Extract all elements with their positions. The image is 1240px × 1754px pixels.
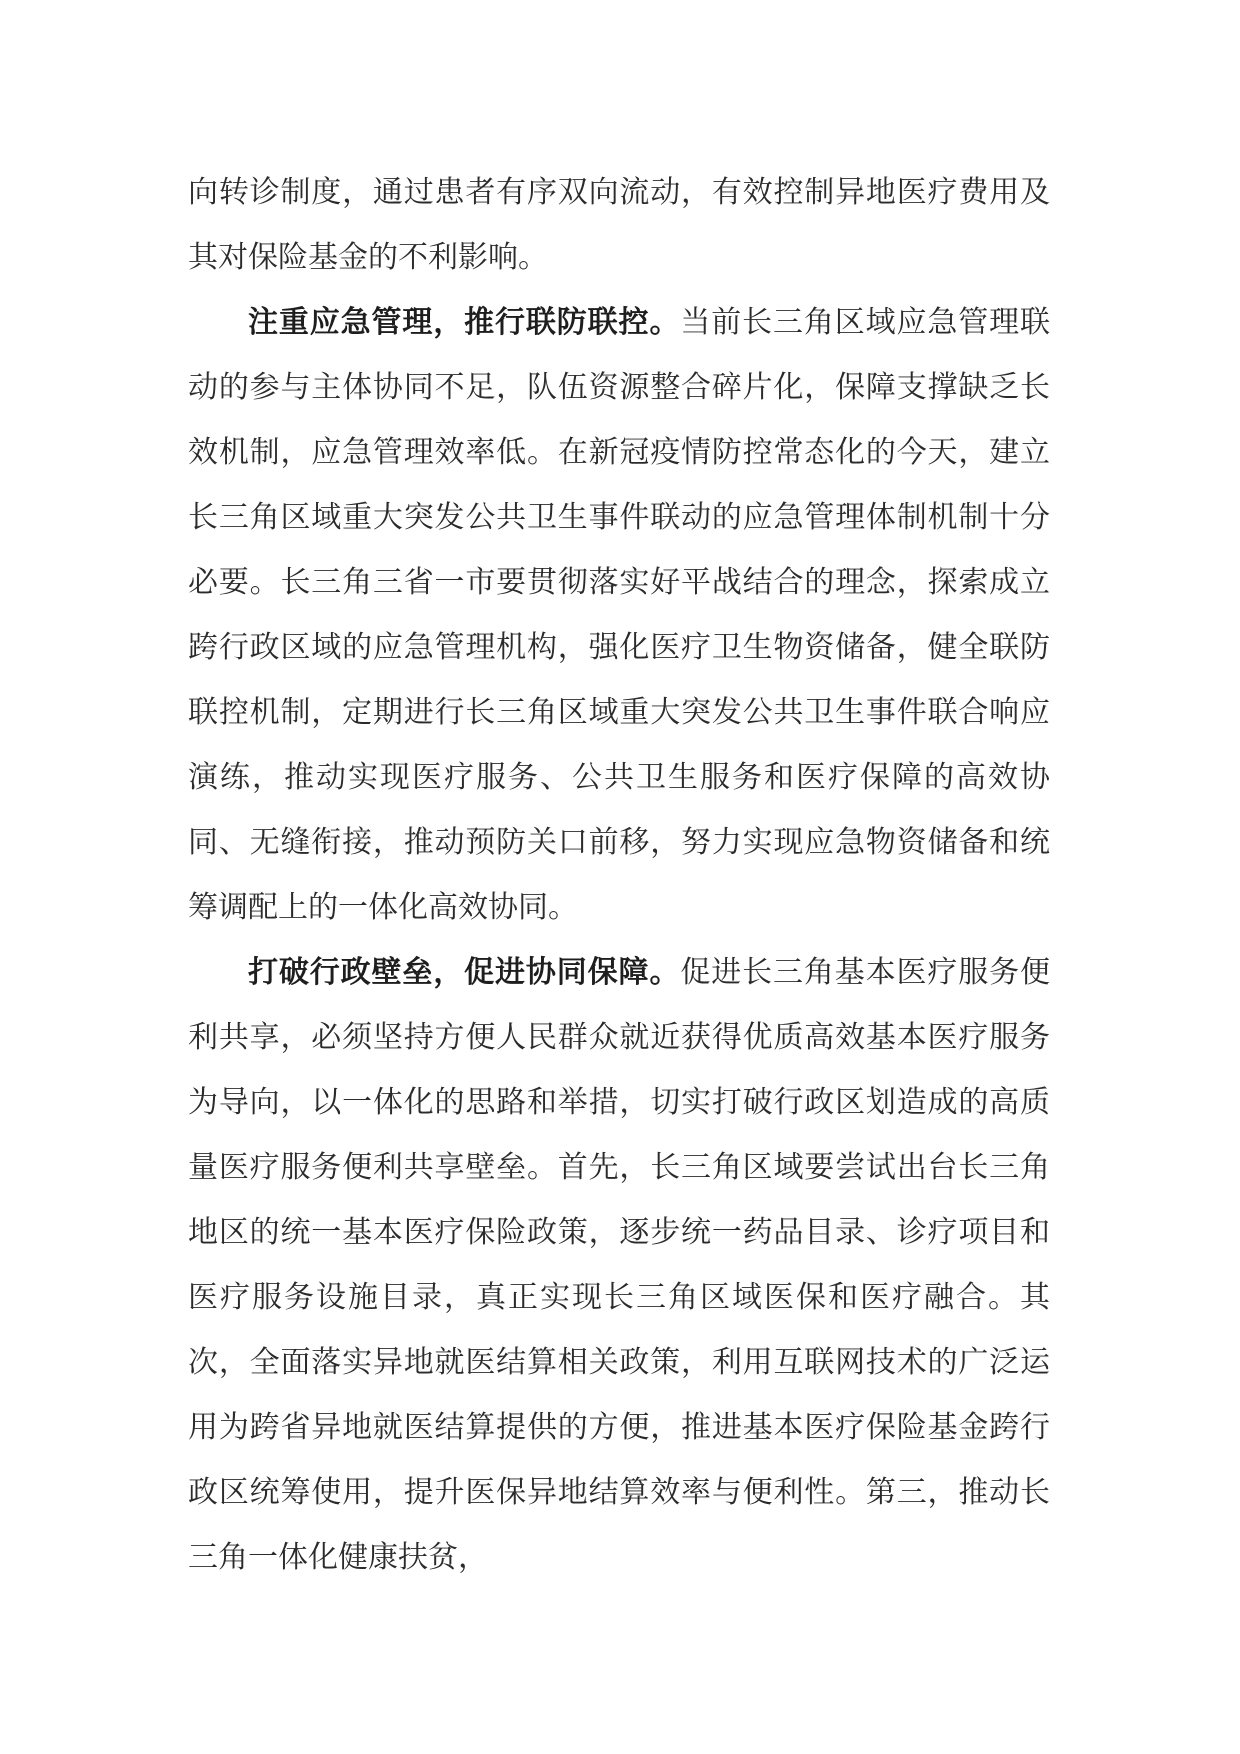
paragraph-text: 向转诊制度，通过患者有序双向流动，有效控制异地医疗费用及其对保险基金的不利影响。 — [188, 175, 1050, 275]
paragraph-text: 当前长三角区域应急管理联动的参与主体协同不足，队伍资源整合碎片化，保障支撑缺乏长效机制，应急管理效率低。在新冠疫情防控常态化的今天，建立长三角区域重大突发公共卫生事件联动的应急管理体制机制十分必要。长三角三省一市要贯彻落实好平战结合的理念，探索成立跨行政区域的应急管理机构，强化医疗卫生物资储备，健全联防联控机制，定期进行长三角区域重大突发公共卫生事件联合响应演练，推动实现医疗服务、公共卫生服务和医疗保障的高效协同、无缝衔接，推动预防关口前移，努力实现应急物资储备和统筹调配上的一体化高效协同。 — [188, 305, 1051, 925]
paragraph-lead-heading: 注重应急管理，推行联防联控。 — [248, 305, 681, 340]
paragraph-administrative-barriers — [188, 940, 1050, 1590]
paragraph-lead-heading: 打破行政壁垒，促进协同保障。 — [248, 955, 681, 990]
paragraph-emergency-management — [188, 290, 1050, 940]
paragraph-continuation — [188, 160, 1050, 290]
document-page — [188, 160, 1050, 1590]
paragraph-text: 促进长三角基本医疗服务便利共享，必须坚持方便人民群众就近获得优质高效基本医疗服务为导向，以一体化的思路和举措，切实打破行政区划造成的高质量医疗服务便利共享壁垒。首先，长三角区域要尝试出台长三角地区的统一基本医疗保险政策，逐步统一药品目录、诊疗项目和医疗服务设施目录，真正实现长三角区域医保和医疗融合。其次，全面落实异地就医结算相关政策，利用互联网技术的广泛运用为跨省异地就医结算提供的方便，推进基本医疗保险基金跨行政区统筹使用，提升医保异地结算效率与便利性。第三，推动长三角一体化健康扶贫， — [188, 955, 1051, 1575]
